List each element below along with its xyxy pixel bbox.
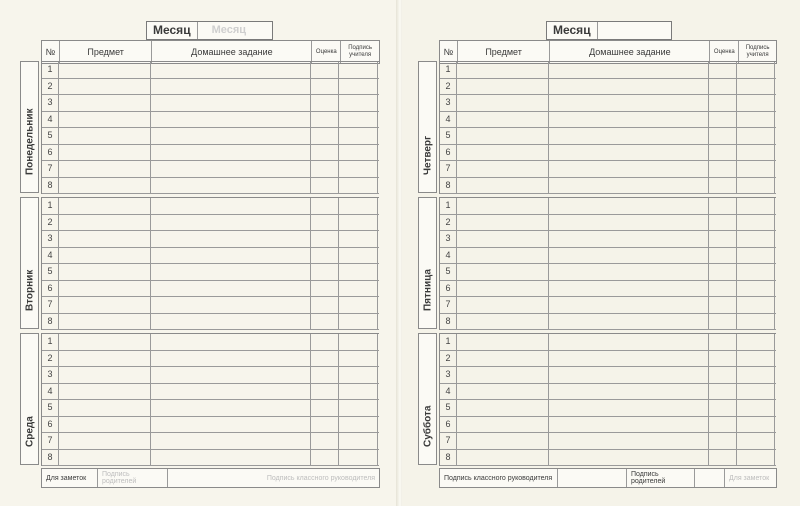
row-number: 1 [440, 198, 457, 214]
row-number: 1 [440, 62, 457, 78]
signature-cell[interactable] [339, 450, 378, 466]
grade-cell[interactable] [709, 384, 737, 400]
subject-cell[interactable] [457, 433, 549, 449]
subject-cell[interactable] [59, 145, 151, 161]
month-value[interactable] [598, 22, 671, 39]
lesson-grid [439, 197, 776, 330]
homework-cell[interactable] [151, 297, 311, 313]
grade-cell[interactable] [311, 79, 339, 95]
grade-cell[interactable] [311, 231, 339, 247]
signature-cell[interactable] [339, 384, 378, 400]
subject-cell[interactable] [59, 161, 151, 177]
homework-cell[interactable] [151, 248, 311, 264]
subject-cell[interactable] [59, 367, 151, 383]
left-page [0, 0, 398, 506]
grade-cell[interactable] [709, 367, 737, 383]
row-number: 4 [42, 384, 59, 400]
subject-cell[interactable] [457, 128, 549, 144]
row-number: 7 [42, 433, 59, 449]
header-grade: Оценка [312, 41, 341, 63]
row-number: 6 [440, 281, 457, 297]
grade-cell[interactable] [709, 297, 737, 313]
row-number: 7 [440, 161, 457, 177]
header-no: № [42, 41, 60, 63]
signature-cell[interactable] [339, 231, 378, 247]
grade-cell[interactable] [709, 314, 737, 330]
right-page [402, 0, 800, 506]
homework-cell[interactable] [151, 400, 311, 416]
signature-cell[interactable] [737, 248, 775, 264]
homework-cell[interactable] [151, 79, 311, 95]
day-label: Понедельник [20, 61, 39, 193]
grade-cell[interactable] [709, 450, 737, 466]
homework-cell[interactable] [549, 433, 709, 449]
signature-cell[interactable] [737, 297, 775, 313]
month-ghost: Месяц [211, 24, 247, 36]
subject-cell[interactable] [59, 231, 151, 247]
subject-cell[interactable] [457, 384, 549, 400]
signature-cell[interactable] [737, 351, 775, 367]
row-number: 1 [42, 62, 59, 78]
row-number: 8 [440, 178, 457, 194]
parents-signature-label: Подпись родителей [627, 469, 695, 487]
subject-cell[interactable] [59, 433, 151, 449]
homework-cell[interactable] [151, 351, 311, 367]
homework-cell[interactable] [151, 62, 311, 78]
subject-cell[interactable] [457, 417, 549, 433]
signature-cell[interactable] [339, 178, 378, 194]
row-number: 3 [440, 95, 457, 111]
grade-cell[interactable] [709, 161, 737, 177]
grade-cell[interactable] [709, 128, 737, 144]
homework-cell[interactable] [151, 433, 311, 449]
homework-cell[interactable] [151, 112, 311, 128]
subject-cell[interactable] [59, 297, 151, 313]
subject-cell[interactable] [59, 450, 151, 466]
grade-cell[interactable] [709, 351, 737, 367]
grade-cell[interactable] [311, 433, 339, 449]
grade-cell[interactable] [311, 95, 339, 111]
row-number: 2 [42, 351, 59, 367]
grade-cell[interactable] [311, 128, 339, 144]
homework-cell[interactable] [151, 314, 311, 330]
homework-cell[interactable] [549, 417, 709, 433]
signature-cell[interactable] [737, 367, 775, 383]
row-number: 6 [42, 145, 59, 161]
homework-cell[interactable] [549, 384, 709, 400]
lesson-grid [439, 333, 776, 466]
homework-cell[interactable] [151, 178, 311, 194]
subject-cell[interactable] [59, 351, 151, 367]
row-number: 3 [440, 231, 457, 247]
left-footer [41, 468, 380, 488]
signature-cell[interactable] [339, 351, 378, 367]
homework-cell[interactable] [549, 112, 709, 128]
signature-cell[interactable] [339, 367, 378, 383]
day-label: Суббота [418, 333, 437, 465]
signature-cell[interactable] [339, 95, 378, 111]
homework-cell[interactable] [549, 198, 709, 214]
row-number: 5 [440, 264, 457, 280]
homework-cell[interactable] [151, 334, 311, 350]
signature-cell[interactable] [339, 112, 378, 128]
subject-cell[interactable] [457, 297, 549, 313]
row-number: 3 [42, 367, 59, 383]
subject-cell[interactable] [59, 215, 151, 231]
day-block-tuesday [20, 197, 378, 329]
day-label: Вторник [20, 197, 39, 329]
signature-cell[interactable] [339, 161, 378, 177]
signature-cell[interactable] [737, 264, 775, 280]
subject-cell[interactable] [457, 367, 549, 383]
parents-signature-ghost[interactable]: Подпись родителей [98, 469, 168, 487]
row-number: 7 [42, 161, 59, 177]
row-number: 6 [42, 281, 59, 297]
subject-cell[interactable] [457, 248, 549, 264]
grade-cell[interactable] [709, 95, 737, 111]
row-number: 4 [440, 248, 457, 264]
header-no: № [440, 41, 458, 63]
homework-cell[interactable] [151, 161, 311, 177]
class-teacher-signature-ghost[interactable]: Подпись классного руководителя [266, 474, 375, 482]
row-number: 5 [440, 128, 457, 144]
signature-cell[interactable] [339, 215, 378, 231]
notes-ghost: Для заметок [729, 474, 770, 482]
grade-cell[interactable] [709, 215, 737, 231]
homework-cell[interactable] [549, 231, 709, 247]
signature-cell[interactable] [737, 281, 775, 297]
signature-cell[interactable] [737, 450, 775, 466]
grade-cell[interactable] [311, 450, 339, 466]
subject-cell[interactable] [457, 62, 549, 78]
grade-cell[interactable] [311, 62, 339, 78]
signature-cell[interactable] [339, 198, 378, 214]
header-homework: Домашнее задание [550, 41, 710, 63]
subject-cell[interactable] [59, 314, 151, 330]
grade-cell[interactable] [311, 314, 339, 330]
signature-cell[interactable] [737, 198, 775, 214]
homework-cell[interactable] [549, 248, 709, 264]
subject-cell[interactable] [59, 198, 151, 214]
grade-cell[interactable] [311, 334, 339, 350]
row-number: 2 [440, 351, 457, 367]
signature-cell[interactable] [339, 334, 378, 350]
subject-cell[interactable] [59, 79, 151, 95]
signature-cell[interactable] [737, 128, 775, 144]
row-number: 5 [42, 400, 59, 416]
signature-cell[interactable] [339, 281, 378, 297]
homework-cell[interactable] [151, 450, 311, 466]
signature-cell[interactable] [737, 417, 775, 433]
grade-cell[interactable] [311, 351, 339, 367]
signature-cell[interactable] [737, 400, 775, 416]
subject-cell[interactable] [457, 198, 549, 214]
day-label: Среда [20, 333, 39, 465]
signature-cell[interactable] [339, 433, 378, 449]
homework-cell[interactable] [151, 384, 311, 400]
signature-cell[interactable] [737, 79, 775, 95]
grade-cell[interactable] [311, 264, 339, 280]
homework-cell[interactable] [549, 95, 709, 111]
subject-cell[interactable] [59, 95, 151, 111]
header-signature: Подпись учителя [348, 45, 372, 58]
header-subject: Предмет [60, 41, 152, 63]
grade-cell[interactable] [311, 400, 339, 416]
row-number: 7 [42, 297, 59, 313]
row-number: 3 [42, 95, 59, 111]
subject-cell[interactable] [59, 112, 151, 128]
signature-cell[interactable] [339, 145, 378, 161]
grade-cell[interactable] [709, 400, 737, 416]
homework-cell[interactable] [549, 161, 709, 177]
signature-cell[interactable] [737, 334, 775, 350]
homework-cell[interactable] [549, 400, 709, 416]
lesson-grid [41, 333, 379, 466]
signature-cell[interactable] [339, 400, 378, 416]
subject-cell[interactable] [59, 417, 151, 433]
lesson-grid [41, 197, 379, 330]
subject-cell[interactable] [457, 145, 549, 161]
subject-cell[interactable] [59, 384, 151, 400]
row-number: 8 [42, 314, 59, 330]
homework-cell[interactable] [151, 231, 311, 247]
row-number: 8 [42, 450, 59, 466]
header-signature: Подпись учителя [745, 45, 770, 58]
row-number: 7 [440, 433, 457, 449]
row-number: 5 [42, 128, 59, 144]
grade-cell[interactable] [709, 79, 737, 95]
homework-cell[interactable] [151, 128, 311, 144]
subject-cell[interactable] [457, 178, 549, 194]
subject-cell[interactable] [59, 62, 151, 78]
grade-cell[interactable] [709, 231, 737, 247]
grade-cell[interactable] [311, 112, 339, 128]
grade-cell[interactable] [311, 384, 339, 400]
day-block-saturday [418, 333, 775, 465]
signature-cell[interactable] [339, 417, 378, 433]
row-number: 4 [440, 112, 457, 128]
month-label: Месяц [147, 22, 198, 39]
subject-cell[interactable] [457, 95, 549, 111]
subject-cell[interactable] [59, 334, 151, 350]
signature-cell[interactable] [339, 128, 378, 144]
grade-cell[interactable] [311, 145, 339, 161]
row-number: 7 [440, 297, 457, 313]
header-grade: Оценка [710, 41, 739, 63]
signature-cell[interactable] [737, 215, 775, 231]
row-number: 1 [42, 198, 59, 214]
homework-cell[interactable] [549, 145, 709, 161]
row-number: 8 [440, 314, 457, 330]
signature-cell[interactable] [737, 384, 775, 400]
lesson-grid [439, 61, 776, 194]
right-footer [439, 468, 777, 488]
homework-cell[interactable] [549, 79, 709, 95]
row-number: 4 [42, 248, 59, 264]
subject-cell[interactable] [457, 450, 549, 466]
signature-cell[interactable] [339, 264, 378, 280]
subject-cell[interactable] [59, 248, 151, 264]
row-number: 5 [42, 264, 59, 280]
homework-cell[interactable] [151, 198, 311, 214]
homework-cell[interactable] [549, 62, 709, 78]
homework-cell[interactable] [151, 95, 311, 111]
homework-cell[interactable] [549, 314, 709, 330]
grade-cell[interactable] [709, 281, 737, 297]
grade-cell[interactable] [709, 417, 737, 433]
grade-cell[interactable] [311, 178, 339, 194]
subject-cell[interactable] [59, 178, 151, 194]
row-number: 4 [42, 112, 59, 128]
signature-cell[interactable] [737, 95, 775, 111]
signature-cell[interactable] [339, 314, 378, 330]
day-block-wednesday [20, 333, 378, 465]
day-block-friday [418, 197, 775, 329]
signature-cell[interactable] [737, 145, 775, 161]
subject-cell[interactable] [59, 400, 151, 416]
row-number: 2 [440, 79, 457, 95]
signature-cell[interactable] [339, 79, 378, 95]
grade-cell[interactable] [311, 161, 339, 177]
row-number: 8 [42, 178, 59, 194]
subject-cell[interactable] [457, 281, 549, 297]
signature-cell[interactable] [339, 248, 378, 264]
homework-cell[interactable] [151, 264, 311, 280]
grade-cell[interactable] [311, 297, 339, 313]
row-number: 6 [42, 417, 59, 433]
month-field[interactable] [146, 21, 273, 40]
homework-cell[interactable] [549, 450, 709, 466]
lesson-grid [41, 61, 379, 194]
homework-cell[interactable] [549, 215, 709, 231]
subject-cell[interactable] [457, 112, 549, 128]
homework-cell[interactable] [549, 334, 709, 350]
grade-cell[interactable] [311, 198, 339, 214]
subject-cell[interactable] [457, 215, 549, 231]
homework-cell[interactable] [151, 145, 311, 161]
grade-cell[interactable] [311, 281, 339, 297]
grade-cell[interactable] [709, 248, 737, 264]
homework-cell[interactable] [549, 281, 709, 297]
homework-cell[interactable] [549, 128, 709, 144]
row-number: 2 [42, 215, 59, 231]
day-label: Четверг [418, 61, 437, 193]
row-number: 3 [440, 367, 457, 383]
row-number: 2 [42, 79, 59, 95]
row-number: 1 [440, 334, 457, 350]
signature-cell[interactable] [737, 112, 775, 128]
class-teacher-signature-field[interactable] [558, 469, 627, 487]
homework-cell[interactable] [549, 297, 709, 313]
subject-cell[interactable] [59, 264, 151, 280]
grade-cell[interactable] [709, 112, 737, 128]
homework-cell[interactable] [549, 351, 709, 367]
signature-cell[interactable] [737, 231, 775, 247]
row-number: 6 [440, 417, 457, 433]
row-number: 1 [42, 334, 59, 350]
subject-cell[interactable] [457, 314, 549, 330]
subject-cell[interactable] [457, 334, 549, 350]
subject-cell[interactable] [59, 128, 151, 144]
homework-cell[interactable] [151, 367, 311, 383]
subject-cell[interactable] [457, 400, 549, 416]
signature-cell[interactable] [339, 297, 378, 313]
signature-cell[interactable] [737, 178, 775, 194]
grade-cell[interactable] [709, 145, 737, 161]
subject-cell[interactable] [59, 281, 151, 297]
grade-cell[interactable] [709, 62, 737, 78]
row-number: 3 [42, 231, 59, 247]
row-number: 5 [440, 400, 457, 416]
subject-cell[interactable] [457, 161, 549, 177]
grade-cell[interactable] [311, 417, 339, 433]
signature-cell[interactable] [339, 62, 378, 78]
signature-cell[interactable] [737, 161, 775, 177]
header-subject: Предмет [458, 41, 550, 63]
subject-cell[interactable] [457, 264, 549, 280]
grade-cell[interactable] [709, 178, 737, 194]
notes-label: Для заметок [42, 469, 98, 487]
day-block-thursday [418, 61, 775, 193]
day-block-monday [20, 61, 378, 193]
row-number: 4 [440, 384, 457, 400]
subject-cell[interactable] [457, 79, 549, 95]
subject-cell[interactable] [457, 231, 549, 247]
grade-cell[interactable] [709, 433, 737, 449]
subject-cell[interactable] [457, 351, 549, 367]
signature-cell[interactable] [737, 314, 775, 330]
row-number: 8 [440, 450, 457, 466]
homework-cell[interactable] [151, 215, 311, 231]
homework-cell[interactable] [151, 417, 311, 433]
grade-cell[interactable] [709, 334, 737, 350]
homework-cell[interactable] [549, 178, 709, 194]
homework-cell[interactable] [549, 367, 709, 383]
grade-cell[interactable] [311, 215, 339, 231]
parents-signature-field[interactable] [695, 469, 725, 487]
signature-cell[interactable] [737, 433, 775, 449]
row-number: 2 [440, 215, 457, 231]
homework-cell[interactable] [151, 281, 311, 297]
class-teacher-signature-label: Подпись классного руководителя [440, 469, 558, 487]
header-homework: Домашнее задание [152, 41, 312, 63]
grade-cell[interactable] [709, 264, 737, 280]
signature-cell[interactable] [737, 62, 775, 78]
grade-cell[interactable] [311, 367, 339, 383]
grade-cell[interactable] [709, 198, 737, 214]
row-number: 6 [440, 145, 457, 161]
month-field[interactable] [546, 21, 672, 40]
grade-cell[interactable] [311, 248, 339, 264]
homework-cell[interactable] [549, 264, 709, 280]
month-label: Месяц [547, 22, 598, 39]
day-label: Пятница [418, 197, 437, 329]
